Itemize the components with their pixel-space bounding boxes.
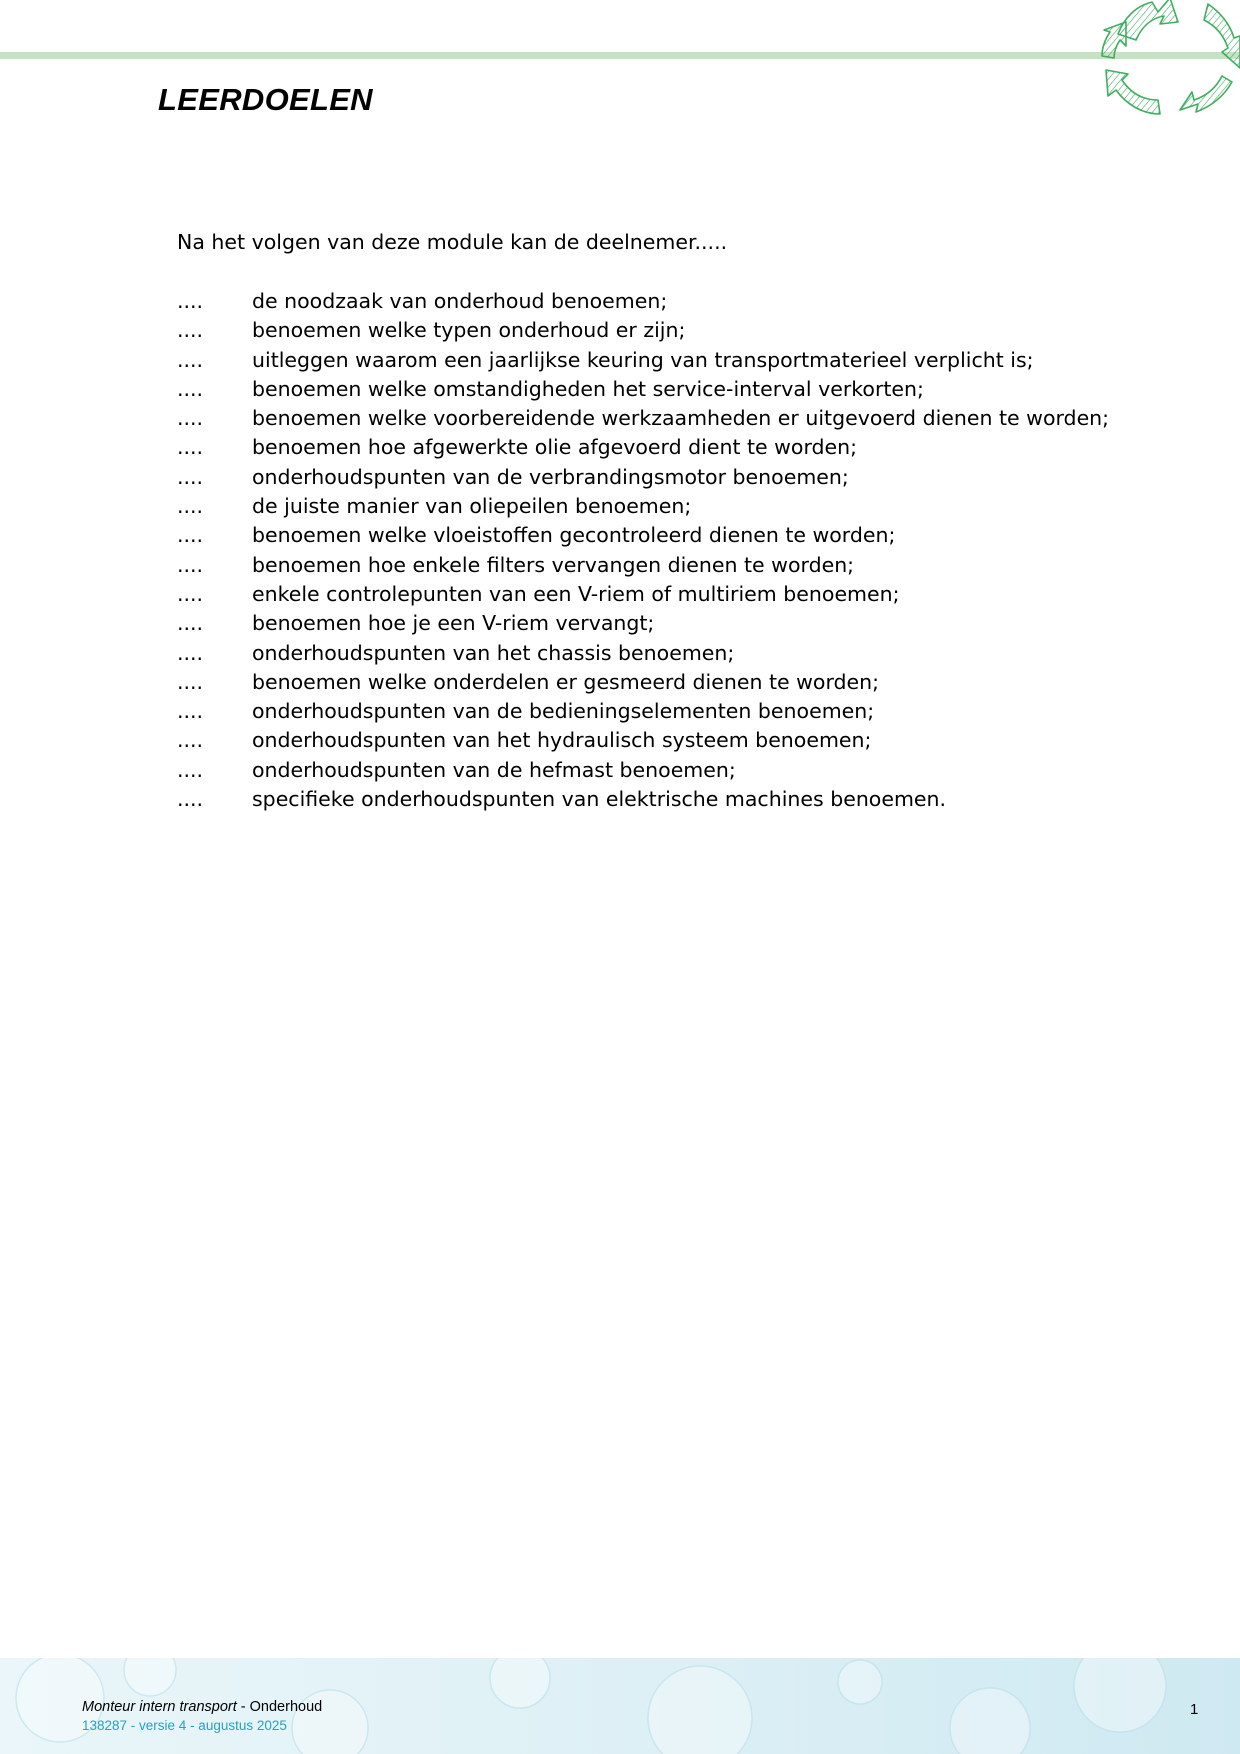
list-item [177, 463, 1109, 492]
list-marker: .... [177, 699, 204, 724]
objective-text: enkele controlepunten van een V-riem of multiriem benoemen; [252, 581, 900, 606]
list-marker: .... [177, 757, 204, 782]
objective-text: benoemen hoe afgewerkte olie afgevoerd dient te worden; [252, 435, 858, 460]
list-marker: .... [177, 640, 204, 665]
list-marker: .... [177, 611, 204, 636]
objective-text: benoemen hoe je een V-riem vervangt; [252, 611, 655, 636]
list-marker: .... [177, 435, 204, 460]
list-item [177, 375, 1109, 404]
objective-text: benoemen welke omstandigheden het service-interval verkorten; [252, 376, 924, 401]
list-marker: .... [177, 406, 204, 431]
objective-text: benoemen welke vloeistoffen gecontroleerd dienen te worden; [252, 523, 896, 548]
page-number: 1 [1190, 1701, 1199, 1718]
list-item [177, 551, 1109, 580]
footer-course: Monteur intern transport [82, 1699, 237, 1715]
objective-text: onderhoudspunten van het chassis benoemen; [252, 640, 735, 665]
list-item [177, 726, 1109, 755]
objective-text: onderhoudspunten van de bedieningselementen benoemen; [252, 699, 875, 724]
list-marker: .... [177, 523, 204, 548]
list-marker: .... [177, 376, 204, 401]
list-item [177, 404, 1109, 433]
list-marker: .... [177, 552, 204, 577]
list-marker: .... [177, 787, 204, 812]
objective-text: uitleggen waarom een jaarlijkse keuring van transportmaterieel verplicht is; [252, 347, 1034, 372]
list-item [177, 316, 1109, 345]
list-item [177, 346, 1109, 375]
list-marker: .... [177, 464, 204, 489]
footer-document-title [82, 1699, 322, 1715]
list-marker: .... [177, 581, 204, 606]
intro-text: Na het volgen van deze module kan de deelnemer..... [177, 230, 728, 254]
objective-text: de juiste manier van oliepeilen benoemen; [252, 494, 692, 519]
header-rule [0, 52, 1240, 59]
recycle-icon [1096, 0, 1240, 118]
objective-text: benoemen welke onderdelen er gesmeerd dienen te worden; [252, 669, 880, 694]
list-marker: .... [177, 347, 204, 372]
objective-text: onderhoudspunten van het hydraulisch systeem benoemen; [252, 728, 872, 753]
objective-text: benoemen hoe enkele filters vervangen dienen te worden; [252, 552, 855, 577]
list-item [177, 785, 1109, 814]
list-marker: .... [177, 669, 204, 694]
objective-text: benoemen welke typen onderhoud er zijn; [252, 318, 686, 343]
list-marker: .... [177, 289, 204, 313]
objective-text: onderhoudspunten van de verbrandingsmotor benoemen; [252, 464, 849, 489]
list-item [177, 639, 1109, 668]
list-item [177, 433, 1109, 462]
list-item [177, 668, 1109, 697]
list-marker: .... [177, 728, 204, 753]
list-item [177, 287, 1109, 316]
objective-text: benoemen welke voorbereidende werkzaamheden er uitgevoerd dienen te worden; [252, 406, 1110, 431]
list-item [177, 521, 1109, 550]
list-marker: .... [177, 494, 204, 519]
page-title: LEERDOELEN [158, 82, 373, 117]
list-item [177, 697, 1109, 726]
list-item [177, 609, 1109, 638]
footer-module: Onderhoud [249, 1699, 323, 1715]
list-item [177, 756, 1109, 785]
footer-version: 138287 - versie 4 - augustus 2025 [82, 1718, 287, 1733]
objective-text: onderhoudspunten van de hefmast benoemen; [252, 757, 736, 782]
objective-text: specifieke onderhoudspunten van elektrische machines benoemen. [252, 787, 947, 812]
list-item [177, 492, 1109, 521]
list-item [177, 580, 1109, 609]
learning-objectives-list [177, 287, 1109, 814]
footer-separator: - [236, 1699, 250, 1715]
objective-text: de noodzaak van onderhoud benoemen; [252, 289, 668, 313]
list-marker: .... [177, 318, 204, 343]
